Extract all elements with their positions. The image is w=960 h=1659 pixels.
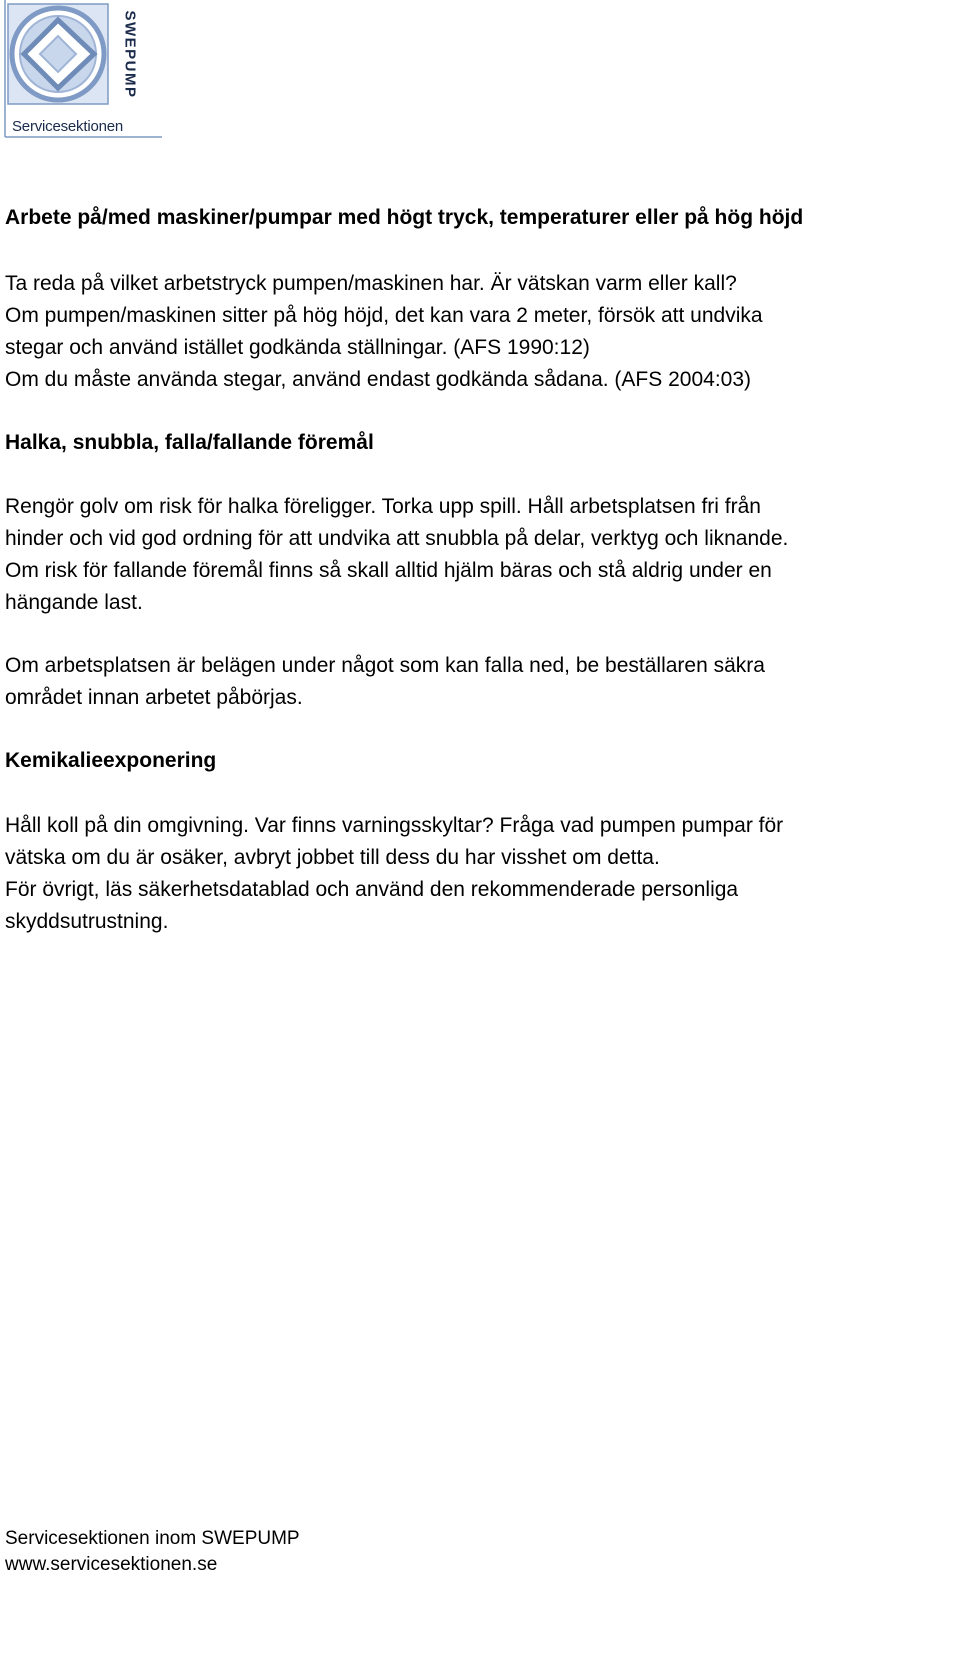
paragraph-line: För övrigt, läs säkerhetsdatablad och använd den rekommenderade personliga xyxy=(5,878,739,901)
section-body-chemicals xyxy=(5,810,955,938)
paragraph-line: Om pumpen/maskinen sitter på hög höjd, det kan vara 2 meter, försök att undvika xyxy=(5,304,763,327)
paragraph-line: Om risk för fallande föremål finns så skall alltid hjälm bäras och stå aldrig under en xyxy=(5,559,772,582)
section-body-slipping-2 xyxy=(5,650,955,714)
footer-website-link[interactable]: www.servicesektionen.se xyxy=(5,1554,218,1575)
paragraph-line: vätska om du är osäker, avbryt jobbet till dess du har visshet om detta. xyxy=(5,846,660,869)
section-heading-chemicals: Kemikalieexponering xyxy=(5,749,217,772)
section-heading-work-heights: Arbete på/med maskiner/pumpar med högt tryck, temperaturer eller på hög höjd xyxy=(5,206,804,229)
section-body-work-heights xyxy=(5,268,955,396)
paragraph-line: hängande last. xyxy=(5,591,143,614)
paragraph-line: området innan arbetet påbörjas. xyxy=(5,686,303,709)
paragraph-line: Ta reda på vilket arbetstryck pumpen/maskinen har. Är vätskan varm eller kall? xyxy=(5,272,737,295)
paragraph-line: Rengör golv om risk för halka föreligger. Torka upp spill. Håll arbetsplatsen fri från xyxy=(5,495,761,518)
section-body-slipping xyxy=(5,491,955,619)
paragraph-line: Om arbetsplatsen är belägen under något som kan falla ned, be beställaren säkra xyxy=(5,654,765,677)
section-heading-slipping: Halka, snubbla, falla/fallande föremål xyxy=(5,431,374,454)
logo-brand: SWEPUMP xyxy=(121,10,139,99)
footer-organization: Servicesektionen inom SWEPUMP xyxy=(5,1528,300,1549)
paragraph-line: Om du måste använda stegar, använd endast godkända sådana. (AFS 2004:03) xyxy=(5,368,752,391)
paragraph-line: skyddsutrustning. xyxy=(5,910,169,933)
logo-caption: Servicesektionen xyxy=(12,118,124,135)
swepump-logo xyxy=(4,0,164,140)
paragraph-line: Håll koll på din omgivning. Var finns varningsskyltar? Fråga vad pumpen pumpar för xyxy=(5,814,784,837)
paragraph-line: stegar och använd istället godkända ställningar. (AFS 1990:12) xyxy=(5,336,590,359)
page-footer xyxy=(5,1526,300,1578)
paragraph-line: hinder och vid god ordning för att undvika att snubbla på delar, verktyg och liknande. xyxy=(5,527,789,550)
